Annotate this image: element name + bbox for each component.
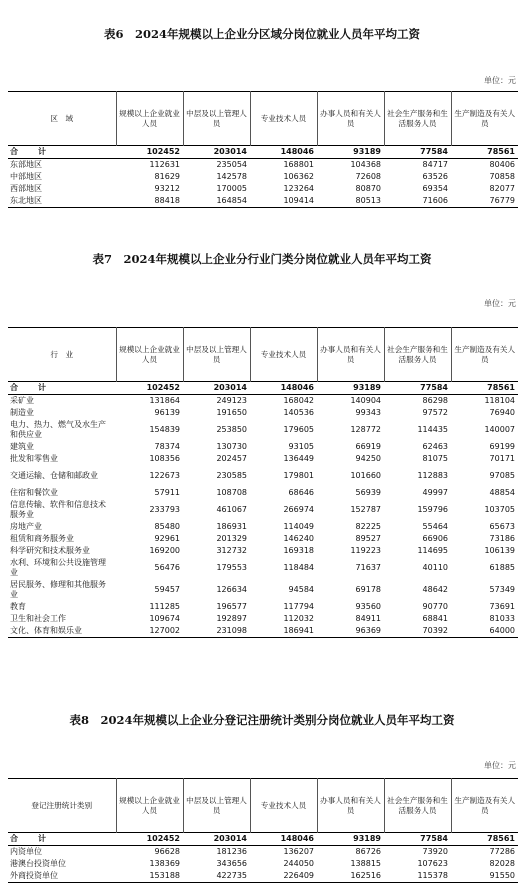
table-cell: 140904 — [350, 396, 381, 405]
table-cell: 55464 — [422, 522, 448, 531]
column-header: 办事人员和有关人员 — [317, 328, 384, 382]
row-label: 制造业 — [10, 408, 34, 417]
table-cell: 92961 — [154, 534, 180, 543]
row-label: 西部地区 — [10, 184, 42, 193]
table-row — [8, 846, 518, 859]
table-cell: 48854 — [489, 488, 515, 497]
table-row — [8, 499, 518, 521]
row-label: 东北地区 — [10, 196, 42, 205]
table-cell: 97085 — [489, 471, 515, 480]
table-cell: 146240 — [283, 534, 314, 543]
table-cell: 82077 — [489, 184, 515, 193]
table-row — [8, 858, 518, 870]
table-cell: 56939 — [355, 488, 381, 497]
table-cell: 136207 — [283, 847, 314, 856]
table-row — [8, 601, 518, 613]
row-label: 外商投资单位 — [10, 871, 58, 880]
table-cell: 148046 — [280, 383, 314, 392]
table-cell: 142578 — [216, 172, 247, 181]
table7 — [8, 327, 518, 638]
table-cell: 203014 — [213, 147, 247, 156]
table-cell: 85480 — [154, 522, 180, 531]
table-cell: 109414 — [283, 196, 314, 205]
column-header: 中层及以上管理人员 — [183, 328, 250, 382]
table-cell: 63526 — [422, 172, 448, 181]
table-cell: 117794 — [283, 602, 314, 611]
table-cell: 56476 — [154, 563, 180, 572]
table-row — [8, 195, 518, 208]
table-cell: 112032 — [283, 614, 314, 623]
table-cell: 80406 — [489, 160, 515, 169]
column-header: 规模以上企业就业人员 — [116, 328, 183, 382]
table-row — [8, 183, 518, 195]
row-label: 租赁和商务服务业 — [10, 534, 74, 543]
table-cell: 154839 — [149, 425, 180, 434]
table-cell: 202457 — [216, 454, 247, 463]
table-header-row — [8, 779, 518, 833]
row-label: 卫生和社会工作 — [10, 614, 66, 623]
table-cell: 148046 — [280, 147, 314, 156]
row-label: 水利、环境和公共设施管理业 — [10, 558, 106, 577]
table-cell: 112883 — [417, 471, 448, 480]
table-cell: 82028 — [489, 859, 515, 868]
table-cell: 48642 — [422, 585, 448, 594]
table-cell: 118104 — [484, 396, 515, 405]
table-cell: 114695 — [417, 546, 448, 555]
table-cell: 96628 — [154, 847, 180, 856]
table-cell: 90770 — [422, 602, 448, 611]
table-cell: 422735 — [216, 871, 247, 880]
table-cell: 108708 — [216, 488, 247, 497]
column-header: 专业技术人员 — [250, 328, 317, 382]
table-cell: 181236 — [216, 847, 247, 856]
table-cell: 170005 — [216, 184, 247, 193]
table-cell: 122673 — [149, 471, 180, 480]
table-cell: 192897 — [216, 614, 247, 623]
row-label: 电力、热力、燃气及水生产和供应业 — [10, 420, 106, 439]
table-cell: 153188 — [149, 871, 180, 880]
table-cell: 73920 — [422, 847, 448, 856]
table-cell: 164854 — [216, 196, 247, 205]
table-cell: 266974 — [283, 505, 314, 514]
table-cell: 136449 — [283, 454, 314, 463]
table-cell: 81033 — [489, 614, 515, 623]
column-header: 登记注册统计类别 — [31, 800, 93, 810]
column-header: 社会生产服务和生活服务人员 — [384, 92, 451, 146]
table-cell: 201329 — [216, 534, 247, 543]
table-cell: 191650 — [216, 408, 247, 417]
table-cell: 93212 — [154, 184, 180, 193]
table-cell: 59457 — [154, 585, 180, 594]
table-row — [8, 625, 518, 638]
table-cell: 138815 — [350, 859, 381, 868]
table-cell: 118484 — [283, 563, 314, 572]
table-cell: 78374 — [154, 442, 180, 451]
table-row — [8, 465, 518, 487]
column-header: 行 业 — [50, 349, 74, 359]
row-label: 东部地区 — [10, 160, 42, 169]
table-cell: 77584 — [420, 834, 448, 843]
table-cell: 102452 — [146, 147, 180, 156]
table-cell: 70858 — [489, 172, 515, 181]
table-cell: 203014 — [213, 834, 247, 843]
table-cell: 169200 — [149, 546, 180, 555]
table-row — [8, 579, 518, 601]
table-cell: 103705 — [484, 505, 515, 514]
table-cell: 104368 — [350, 160, 381, 169]
row-label: 合 计 — [10, 147, 52, 156]
row-label: 交通运输、仓储和邮政业 — [10, 471, 98, 480]
table8-title: 表8 2024年规模以上企业分登记注册统计类别分岗位就业人员年平均工资 — [69, 713, 455, 727]
table-cell: 76940 — [489, 408, 515, 417]
table-cell: 148046 — [280, 834, 314, 843]
table-cell: 203014 — [213, 383, 247, 392]
table-cell: 96139 — [154, 408, 180, 417]
table-cell: 109674 — [149, 614, 180, 623]
table-row — [8, 557, 518, 579]
table-cell: 68646 — [288, 488, 314, 497]
column-header: 中层及以上管理人员 — [183, 779, 250, 833]
table-row — [8, 521, 518, 533]
table-cell: 114435 — [417, 425, 448, 434]
table-cell: 101660 — [350, 471, 381, 480]
table-cell: 179553 — [216, 563, 247, 572]
table-row — [8, 419, 518, 441]
column-header: 办事人员和有关人员 — [317, 92, 384, 146]
table-cell: 80870 — [355, 184, 381, 193]
row-label: 建筑业 — [10, 442, 34, 451]
column-header: 生产制造及有关人员 — [451, 92, 518, 146]
table-cell: 70392 — [422, 626, 448, 635]
table-cell: 186941 — [283, 626, 314, 635]
table-cell: 131864 — [149, 396, 180, 405]
table-cell: 93560 — [355, 602, 381, 611]
row-label: 合 计 — [10, 834, 52, 843]
table-cell: 49997 — [422, 488, 448, 497]
row-label: 住宿和餐饮业 — [10, 488, 58, 497]
table-header-row — [8, 92, 518, 146]
table-cell: 71606 — [422, 196, 448, 205]
table-cell: 57349 — [489, 585, 515, 594]
table-row — [8, 441, 518, 453]
table-cell: 233793 — [149, 505, 180, 514]
table-cell: 64000 — [489, 626, 515, 635]
table-cell: 102452 — [146, 834, 180, 843]
row-label: 内资单位 — [10, 847, 42, 856]
table7-title: 表7 2024年规模以上企业分行业门类分岗位就业人员年平均工资 — [92, 252, 432, 266]
table-cell: 179801 — [283, 471, 314, 480]
table-cell: 94584 — [288, 585, 314, 594]
table-row — [8, 159, 518, 172]
table-cell: 78561 — [487, 147, 515, 156]
table-row — [8, 171, 518, 183]
table-cell: 76779 — [489, 196, 515, 205]
table-cell: 61885 — [489, 563, 515, 572]
table-cell: 196577 — [216, 602, 247, 611]
table-cell: 140007 — [484, 425, 515, 434]
table-cell: 106139 — [484, 546, 515, 555]
row-label: 信息传输、软件和信息技术服务业 — [10, 500, 106, 519]
table-cell: 89527 — [355, 534, 381, 543]
column-header: 生产制造及有关人员 — [451, 328, 518, 382]
table-cell: 77584 — [420, 383, 448, 392]
column-header: 社会生产服务和生活服务人员 — [384, 779, 451, 833]
table-cell: 86726 — [355, 847, 381, 856]
table-cell: 94250 — [355, 454, 381, 463]
row-label: 居民服务、修理和其他服务业 — [10, 580, 106, 599]
table-cell: 226409 — [283, 871, 314, 880]
table-cell: 111285 — [149, 602, 180, 611]
table-row — [8, 487, 518, 499]
table-cell: 461067 — [216, 505, 247, 514]
table-cell: 71637 — [355, 563, 381, 572]
row-label: 科学研究和技术服务业 — [10, 546, 90, 555]
table-cell: 112631 — [149, 160, 180, 169]
table-cell: 81629 — [154, 172, 180, 181]
row-label: 港澳台投资单位 — [10, 859, 66, 868]
table-cell: 312732 — [216, 546, 247, 555]
column-header: 生产制造及有关人员 — [451, 779, 518, 833]
table-row — [8, 613, 518, 625]
table-cell: 66906 — [422, 534, 448, 543]
total-row — [8, 833, 518, 846]
row-label: 采矿业 — [10, 396, 34, 405]
table-cell: 123264 — [283, 184, 314, 193]
table-cell: 253850 — [216, 425, 247, 434]
table-cell: 128772 — [350, 425, 381, 434]
row-label: 房地产业 — [10, 522, 42, 531]
table-cell: 126634 — [216, 585, 247, 594]
table-cell: 86298 — [422, 396, 448, 405]
table-cell: 69354 — [422, 184, 448, 193]
table-cell: 66919 — [355, 442, 381, 451]
table-cell: 96369 — [355, 626, 381, 635]
table-cell: 93105 — [288, 442, 314, 451]
table6-unit: 单位：元 — [484, 76, 516, 85]
table-cell: 77584 — [420, 147, 448, 156]
table-cell: 108356 — [149, 454, 180, 463]
table-cell: 179605 — [283, 425, 314, 434]
table-cell: 168801 — [283, 160, 314, 169]
row-label: 批发和零售业 — [10, 454, 58, 463]
table-cell: 159796 — [417, 505, 448, 514]
table-cell: 169318 — [283, 546, 314, 555]
column-header: 规模以上企业就业人员 — [116, 779, 183, 833]
table-cell: 77286 — [489, 847, 515, 856]
table-cell: 68841 — [422, 614, 448, 623]
table-cell: 249123 — [216, 396, 247, 405]
table-cell: 106362 — [283, 172, 314, 181]
table-cell: 73186 — [489, 534, 515, 543]
table-cell: 140536 — [283, 408, 314, 417]
table-cell: 73691 — [489, 602, 515, 611]
table-row — [8, 453, 518, 465]
table-cell: 62463 — [422, 442, 448, 451]
table-cell: 88418 — [154, 196, 180, 205]
table-cell: 82225 — [355, 522, 381, 531]
table-cell: 91550 — [489, 871, 515, 880]
table-cell: 78561 — [487, 383, 515, 392]
table-row — [8, 395, 518, 408]
column-header: 专业技术人员 — [250, 779, 317, 833]
total-row — [8, 146, 518, 159]
table-cell: 57911 — [154, 488, 180, 497]
table-cell: 81075 — [422, 454, 448, 463]
table-header-row — [8, 328, 518, 382]
table-cell: 107623 — [417, 859, 448, 868]
total-row — [8, 382, 518, 395]
table-cell: 80513 — [355, 196, 381, 205]
table-row — [8, 870, 518, 883]
table-row — [8, 545, 518, 557]
table-cell: 84911 — [355, 614, 381, 623]
table-cell: 152787 — [350, 505, 381, 514]
table-cell: 168042 — [283, 396, 314, 405]
column-header: 中层及以上管理人员 — [183, 92, 250, 146]
table-cell: 93189 — [353, 383, 381, 392]
table-cell: 343656 — [216, 859, 247, 868]
table-cell: 230585 — [216, 471, 247, 480]
table-cell: 72608 — [355, 172, 381, 181]
table-cell: 162516 — [350, 871, 381, 880]
table-cell: 40110 — [422, 563, 448, 572]
table-cell: 93189 — [353, 147, 381, 156]
table-cell: 78561 — [487, 834, 515, 843]
table-cell: 102452 — [146, 383, 180, 392]
table-cell: 127002 — [149, 626, 180, 635]
table-cell: 119223 — [350, 546, 381, 555]
table8 — [8, 778, 518, 883]
table-cell: 115378 — [417, 871, 448, 880]
table-cell: 99343 — [355, 408, 381, 417]
table-cell: 186931 — [216, 522, 247, 531]
table-cell: 65673 — [489, 522, 515, 531]
row-label: 文化、体育和娱乐业 — [10, 626, 82, 635]
table-cell: 130730 — [216, 442, 247, 451]
table-cell: 70171 — [489, 454, 515, 463]
column-header: 专业技术人员 — [250, 92, 317, 146]
table-cell: 69178 — [355, 585, 381, 594]
table-cell: 114049 — [283, 522, 314, 531]
column-header: 规模以上企业就业人员 — [116, 92, 183, 146]
row-label: 教育 — [10, 602, 26, 611]
row-label: 合 计 — [10, 383, 52, 392]
table6 — [8, 91, 518, 208]
column-header: 区 域 — [50, 113, 74, 123]
column-header: 办事人员和有关人员 — [317, 779, 384, 833]
table-cell: 93189 — [353, 834, 381, 843]
table-cell: 231098 — [216, 626, 247, 635]
table-row — [8, 533, 518, 545]
row-label: 中部地区 — [10, 172, 42, 181]
table-cell: 84717 — [422, 160, 448, 169]
table-cell: 97572 — [422, 408, 448, 417]
table-cell: 235054 — [216, 160, 247, 169]
table6-title: 表6 2024年规模以上企业分区域分岗位就业人员年平均工资 — [103, 27, 420, 41]
table-cell: 69199 — [489, 442, 515, 451]
table-row — [8, 407, 518, 419]
table-cell: 244050 — [283, 859, 314, 868]
table-cell: 138369 — [149, 859, 180, 868]
table8-unit: 单位：元 — [484, 761, 516, 770]
column-header: 社会生产服务和生活服务人员 — [384, 328, 451, 382]
table7-unit: 单位：元 — [484, 299, 516, 308]
